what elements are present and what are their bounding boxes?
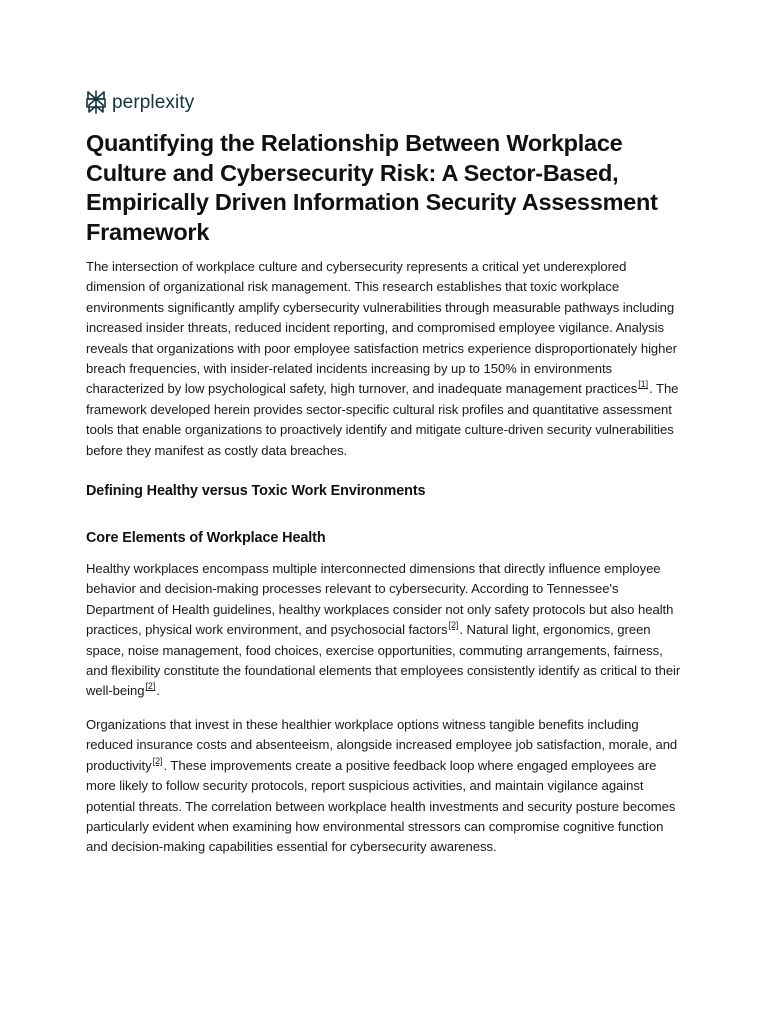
citation-link[interactable]: [2] xyxy=(448,620,459,631)
citation-link[interactable]: [1] xyxy=(638,379,649,390)
brand-logo xyxy=(85,90,194,114)
intro-paragraph xyxy=(86,257,686,461)
section-heading: Defining Healthy versus Toxic Work Environments xyxy=(86,483,426,499)
brand-name: perplexity xyxy=(112,91,195,113)
body-paragraph xyxy=(86,715,686,858)
subsection-heading: Core Elements of Workplace Health xyxy=(86,530,326,546)
body-paragraph xyxy=(86,559,686,702)
paragraph-text: . Natural light, ergonomics, green space, noise management, food choices, exercise opportunities, commuting arrangements, fairness, and flexibility constitute the foundational elements that employees consistently identify as critical to their well-being xyxy=(86,622,681,699)
paragraph-text: Organizations that invest in these healthier workplace options witness tangible benefits including reduced insurance costs and absenteeism, alongside increased employee job satisfaction, morale, and productivity xyxy=(86,717,678,773)
paragraph-text: . xyxy=(156,683,160,699)
paragraph-text: . These improvements create a positive feedback loop where engaged employees are more likely to follow security protocols, report suspicious activities, and maintain vigilance against potential threats. The correlation between workplace health investments and security posture becomes particularly evident when examining how environmental stressors can compromise cognitive function and decision-making capabilities essential for cybersecurity awareness. xyxy=(86,757,676,855)
document-title: Quantifying the Relationship Between Workplace Culture and Cybersecurity Risk: A Sector-Based, Empirically Driven Information Security Assessment Framework xyxy=(86,130,658,245)
paragraph-text: Healthy workplaces encompass multiple interconnected dimensions that directly influence employee behavior and decision-making processes relevant to cybersecurity. According to Tennessee's Department of Health guidelines, healthy workplaces consider not only safety protocols but also health practices, physical work environment, and psychosocial factors xyxy=(86,561,674,638)
perplexity-logo-icon xyxy=(85,90,107,114)
intro-text-a: The intersection of workplace culture and cybersecurity represents a critical yet underexplored dimension of organizational risk management. This research establishes that toxic workplace environments significantly amplify cybersecurity vulnerabilities through measurable pathways including increased insider threats, reduced incident reporting, and compromised employee vigilance. Analysis reveals that organizations with poor employee satisfaction metrics experience disproportionately higher breach frequencies, with insider-related incidents increasing by up to 150% in environments characterized by low psychological safety, high turnover, and inadequate management practices xyxy=(86,259,677,397)
intro-text-b: . The framework developed herein provides sector-specific cultural risk profiles and quantitative assessment tools that enable organizations to proactively identify and mitigate culture-driven security vulnerabilities before they manifest as costly data breaches. xyxy=(86,381,679,458)
citation-link[interactable]: [2] xyxy=(152,755,163,766)
citation-link[interactable]: [2] xyxy=(145,681,156,692)
